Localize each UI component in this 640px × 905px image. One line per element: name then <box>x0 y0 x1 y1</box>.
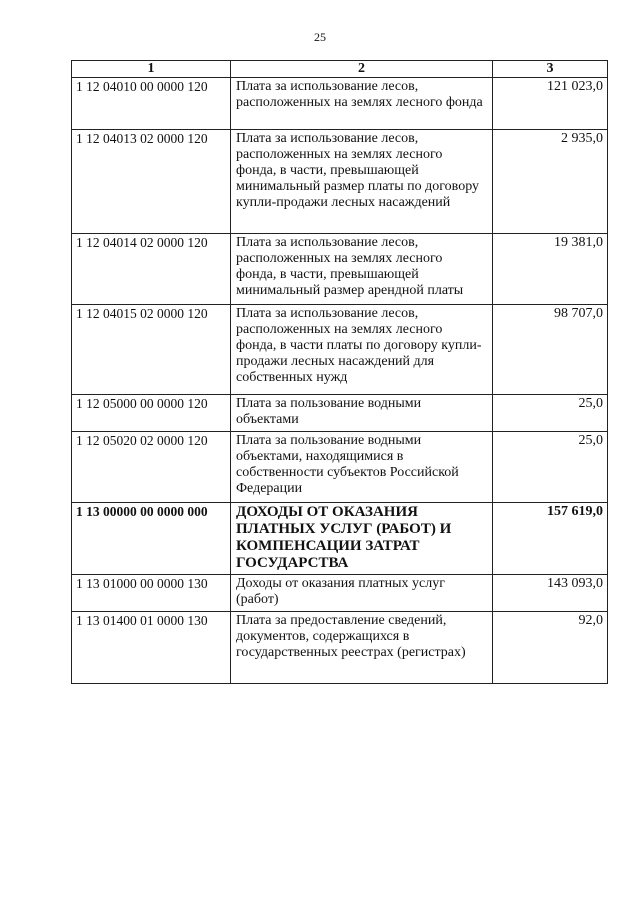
budget-code: 1 12 04010 00 0000 120 <box>72 78 231 130</box>
amount-value: 121 023,0 <box>493 78 608 130</box>
amount-value: 19 381,0 <box>493 234 608 305</box>
table-row-section-total <box>72 503 608 575</box>
revenue-name: Плата за предоставление сведений, документов, содержащихся в государственных реестрах (регистрах) <box>231 612 493 684</box>
table-row <box>72 432 608 503</box>
page-number: 25 <box>314 30 326 44</box>
budget-code: 1 13 00000 00 0000 000 <box>72 503 231 575</box>
table-header-row <box>72 61 608 78</box>
budget-code: 1 13 01000 00 0000 130 <box>72 575 231 612</box>
column-header-amount: 3 <box>493 61 608 78</box>
table-row <box>72 305 608 395</box>
budget-code: 1 12 04014 02 0000 120 <box>72 234 231 305</box>
revenue-name: Плата за использование лесов, расположенных на землях лесного фонда, в части, превышающей минимальный размер платы по договору купли-продажи лесных насаждений <box>231 130 493 234</box>
amount-value: 92,0 <box>493 612 608 684</box>
column-header-name: 2 <box>231 61 493 78</box>
revenue-table <box>71 60 608 684</box>
table-row <box>72 130 608 234</box>
budget-code: 1 12 04013 02 0000 120 <box>72 130 231 234</box>
amount-value: 98 707,0 <box>493 305 608 395</box>
amount-value: 25,0 <box>493 395 608 432</box>
budget-code: 1 12 05020 02 0000 120 <box>72 432 231 503</box>
revenue-name: Плата за пользование водными объектами <box>231 395 493 432</box>
budget-code: 1 12 04015 02 0000 120 <box>72 305 231 395</box>
amount-value: 157 619,0 <box>493 503 608 575</box>
revenue-name: ДОХОДЫ ОТ ОКАЗАНИЯ ПЛАТНЫХ УСЛУГ (РАБОТ) И КОМПЕНСАЦИИ ЗАТРАТ ГОСУДАРСТВА <box>231 503 493 575</box>
amount-value: 2 935,0 <box>493 130 608 234</box>
table-row <box>72 395 608 432</box>
table-row <box>72 612 608 684</box>
table-row <box>72 234 608 305</box>
amount-value: 25,0 <box>493 432 608 503</box>
table-row <box>72 575 608 612</box>
budget-code: 1 12 05000 00 0000 120 <box>72 395 231 432</box>
revenue-name: Плата за пользование водными объектами, находящимися в собственности субъектов Российской Федерации <box>231 432 493 503</box>
amount-value: 143 093,0 <box>493 575 608 612</box>
table-row <box>72 78 608 130</box>
revenue-name: Плата за использование лесов, расположенных на землях лесного фонда, в части платы по договору купли-продажи лесных насаждений для собственных нужд <box>231 305 493 395</box>
revenue-name: Доходы от оказания платных услуг (работ) <box>231 575 493 612</box>
column-header-code: 1 <box>72 61 231 78</box>
revenue-name: Плата за использование лесов, расположенных на землях лесного фонда <box>231 78 493 130</box>
budget-code: 1 13 01400 01 0000 130 <box>72 612 231 684</box>
revenue-name: Плата за использование лесов, расположенных на землях лесного фонда, в части, превышающей минимальный размер арендной платы <box>231 234 493 305</box>
